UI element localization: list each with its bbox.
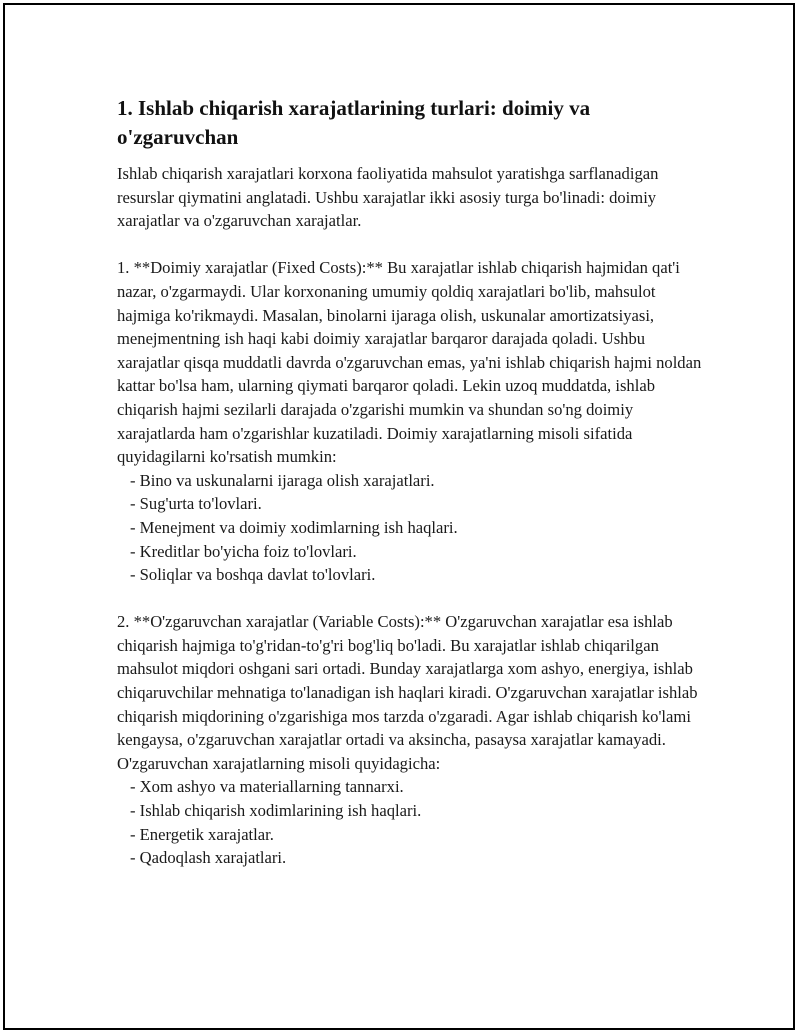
intro-paragraph: Ishlab chiqarish xarajatlari korxona faoliyatida mahsulot yaratishga sarflanadigan resurslar qiymatini anglatadi. Ushbu xarajatlar ikki asosiy turga bo'linadi: doimiy xarajatlar va o'zgaruvchan xarajatlar. [117,164,659,231]
document-content [117,94,702,870]
list-item: - Ishlab chiqarish xodimlarining ish haqlari. [130,801,422,821]
list-item: - Bino va uskunalarni ijaraga olish xarajatlari. [130,470,435,490]
list-item: - Soliqlar va boshqa davlat to'lovlari. [130,565,376,585]
list-item: - Qadoqlash xarajatlari. [130,848,287,868]
variable-costs-list [117,775,702,869]
list-item: - Xom ashyo va materiallarning tannarxi. [130,777,404,797]
fixed-costs-list [117,469,702,587]
list-item: - Energetik xarajatlar. [130,824,274,844]
list-item: - Sug'urta to'lovlari. [130,494,262,514]
paragraph-gap [117,587,702,611]
fixed-costs-paragraph: 1. **Doimiy xarajatlar (Fixed Costs):** Bu xarajatlar ishlab chiqarish hajmidan qat'i nazar, o'zgarmaydi. Ular korxonaning umumiy qoldiq xarajatlari bo'lib, mahsulot hajmiga ko'rikmaydi. Masalan, binolarni ijaraga olish, uskunalar amortizatsiyasi, menejmentning ish haqi kabi doimiy xarajatlar barqaror darajada qoladi. Ushbu xarajatlar qisqa muddatli davrda o'zgaruvchan emas, ya'ni ishlab chiqarish hajmi noldan kattar bo'lsa ham, ularning qiymati barqaror qoladi. Lekin uzoq muddatda, ishlab chiqarish hajmi sezilarli darajada o'zgarishi mumkin va shundan so'ng doimiy xarajatlarda ham o'zgarishlar kuzatiladi. Doimiy xarajatlarning misoli sifatida quyidagilarni ko'rsatish mumkin: [117,258,702,467]
paragraph-gap [117,233,702,257]
variable-costs-paragraph: 2. **O'zgaruvchan xarajatlar (Variable Costs):** O'zgaruvchan xarajatlar esa ishlab chiqarish hajmiga to'g'ridan-to'g'ri bog'liq bo'ladi. Bu xarajatlar ishlab chiqarilgan mahsulot miqdori oshgani sari ortadi. Bunday xarajatlarga xom ashyo, energiya, ishlab chiqaruvchilar mehnatiga to'lanadigan ish haqlari kiradi. O'zgaruvchan xarajatlar ishlab chiqarish miqdorining o'zgarishiga mos tarzda o'zgaradi. Agar ishlab chiqarish ko'lami kengaysa, o'zgaruvchan xarajatlar ortadi va aksincha, pasaysa xarajatlar kamayadi. O'zgaruvchan xarajatlarning misoli quyidagicha: [117,612,698,773]
list-item: - Kreditlar bo'yicha foiz to'lovlari. [130,541,357,561]
document-title: 1. Ishlab chiqarish xarajatlarining turlari: doimiy va o'zgaruvchan [117,96,591,149]
list-item: - Menejment va doimiy xodimlarning ish haqlari. [130,517,458,537]
